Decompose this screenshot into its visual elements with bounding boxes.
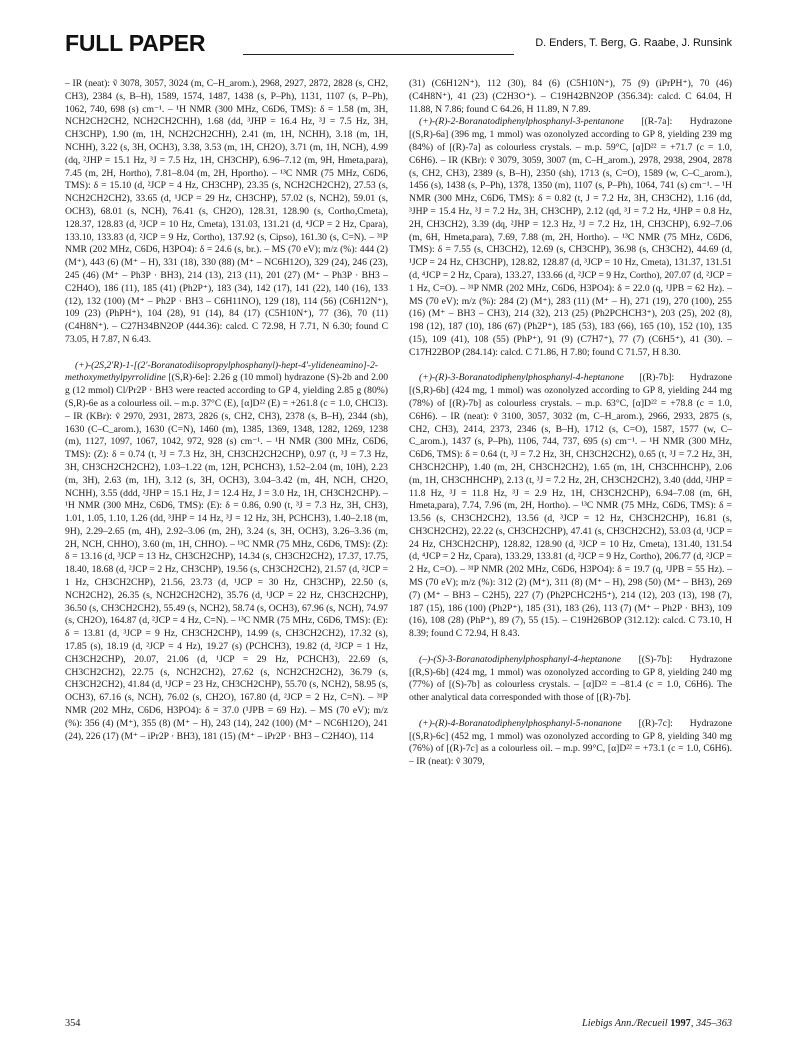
compound-label: [(S)-7b] xyxy=(638,653,670,665)
page-header xyxy=(65,22,732,62)
journal-citation xyxy=(582,1018,732,1029)
compound-heading: (+)-(R)-4-Boranatodiphenylphosphanyl-5-nonanone xyxy=(419,717,622,729)
paragraph-text: : Hydrazone [(S,R)-6b] (424 mg, 1 mmol) was ozonolyzed according to GP 8, yielding 244 mg (78%) of [(R)-7b] as colourless crystals. – m.p. 63°C, [α]D²² = +78.8 (c = 1.0, C6H6). – IR (neat): ṽ 3100, 3057, 3032 (m, C–H_arom.), 2966, 2933, 2875 (s, CH2, CH3), 2414, 2373, 2346 (s, B–H), 1712 (s, C=O), 1587, 1577 (w, C–C_arom.), 1437 (s, P–Ph), 1106, 744, 737, 695 (s) cm⁻¹. – ¹H NMR (300 MHz, C6D6, TMS): δ = 0.64 (t, ³J = 7.2 Hz, 3H, CH3CH2CH2), 0.65 (t, ³J = 7.2 Hz, 3H, CH3CH2CHP), 1.40 (m, 2H, CH3CH2CH2), 1.65 (m, 1H, CH3CHHCHP), 2.06 (m, 1H, CH3CHHCHP), 2.13 (t, ³J = 7.2 Hz, 2H, CH3CH2CH2), 3.40 (ddd, ²JHP = 11.8 Hz, ³J = 11.8 Hz, ³J = 2.9 Hz, 1H, CH3CH2CHP), 6.94–7.08 (m, 6H, Hmeta,para), 7.74, 7.96 (m, 2H, Hortho). – ¹³C NMR (75 MHz, C6D6, TMS): δ = 13.56 (s, CH3CH2CH2), 13.56 (d, ³JCP = 12 Hz, CH3CH2CHP), 16.81 (s, CH3CH2CH2), 22.22 (s, CH3CH2CHP), 47.41 (s, CH3CH2CH2), 53.03 (d, ¹JCP = 24 Hz, CH3CH2CHP), 128.82, 128.90 (d, ³JCP = 10 Hz, Cmeta), 131.40, 131.54 (d, ⁴JCP = 2 Hz, Cpara), 133.29, 133.81 (d, ²JCP = 9 Hz, Cortho), 206.77 (d, ²JCP = 2 Hz, C=O). – ³¹P NMR (202 MHz, C6D6, H3PO4): δ = 19.7 (q, ¹JPB = 55 Hz). – MS (70 eV); m/z (%): 312 (2) (M⁺), 311 (8) (M⁺ – H), 298 (50) (M⁺ – BH3), 269 (7) (M⁺ – BH3 – C2H5), 227 (7) (Ph2PCHC2H5⁺), 214 (12), 203 (13), 198 (7), 187 (15), 186 (100) (Ph2P⁺), 185 (31), 183 (26), 113 (7) (M⁺ – Ph2P · BH3), 109 (16), 108 (28) (PhP⁺), 89 (7), 55 (15). – C19H26BOP (312.12): calcd. C 73.10, H 8.39; found C 72.94, H 8.43. xyxy=(409,372,732,640)
compound-label: [(S,R)-6e] xyxy=(168,372,208,384)
compound-label: [(R-7a] xyxy=(641,116,670,128)
right-column xyxy=(409,78,732,769)
paragraph-text: : Hydrazone [(R,S)-6b] (424 mg, 1 mmol) was ozonolyzed according to GP 8, yielding 240 mg (77%) of [(S)-7b] as colourless crystals. – [α]D²² = –81.4 (c = 1.0, C6H6). The other analytical data corresponded with those of [(R)-7b]. xyxy=(409,653,732,704)
paragraph xyxy=(65,360,388,744)
compound-label: [(R)-7c] xyxy=(638,717,671,729)
paragraph-text: (31) (C6H12N⁺), 112 (30), 84 (6) (C5H10N⁺), 75 (9) (iPrPH⁺), 70 (46) (C4H8N⁺), 41 (23) (C2H3O⁺). – C19H42BN2OP (356.34): calcd. C 64.04, H 11.88, N 7.86; found C 64.26, H 11.89, N 7.89. xyxy=(409,78,732,115)
compound-heading: (–)-(S)-3-Boranatodiphenylphosphanyl-4-heptanone xyxy=(419,653,622,665)
paragraph xyxy=(409,718,732,769)
paragraph xyxy=(409,116,732,359)
compound-heading: (+)-(R)-3-Boranatodiphenylphosphanyl-4-heptanone xyxy=(419,372,624,384)
journal-year: 1997 xyxy=(670,1018,691,1029)
paragraph-text: : 2.26 g (10 mmol) hydrazone (S)-2b and 2.00 g (12 mmol) Cl/Pr2P · BH3 were reacted according to GP 4, yielding 2.85 g (80%) (S,R)-6e as a colourless oil. – m.p. 37°C (E), [α]D²² (E) = +261.8 (c = 1.0, CHCl3). – IR (KBr): ṽ 2970, 2931, 2873, 2826 (s, CH2, CH3), 2378 (s, B–H), 2344 (sh), 1630 (C–C_arom.), 1630 (C=N), 1460 (m), 1385, 1369, 1348, 1282, 1269, 1238 (m), 1127, 1097, 1067, 1042, 972, 928 (s) cm⁻¹. – ¹H NMR (300 MHz, C6D6, TMS): (Z): δ = 0.74 (t, ³J = 7.3 Hz, 3H, CH3CH2CH2CHP), 0.97 (t, ³J = 7.3 Hz, 3H, CH3CH2CH2CH2), 1.03–1.22 (m, 12H, PCHCH3), 1.52–2.04 (m, 10H), 2.23 (m, 3H), 2.63 (m, 1H), 3.12 (s, 3H, OCH3), 3.04–3.42 (m, 4H, NCH, CH2O, NCHH), 3.55 (ddd, ²JHP = 15.1 Hz, J = 12.4 Hz, J = 3.0 Hz, 1H, CH3CH2CHP). – ¹H NMR (300 MHz, C6D6, TMS): (E): δ = 0.86, 0.90 (t, ³J = 7.3 Hz, 3H, CH3), 1.01, 1.05, 1.10, 1.26 (dd, ³JHP = 14 Hz, ³J = 12 Hz, 3H, PCHCH3), 1.40–2.18 (m, 9H), 2.29–2.65 (m, 4H), 2.92–3.06 (m, 2H), 3.24 (s, 3H, OCH3), 3.26–3.36 (m, 2H, NCH, CHHO), 3.60 (m, 1H, CHHO). – ¹³C NMR (75 MHz, C6D6, TMS): (Z): δ = 13.16 (d, ³JCP = 13 Hz, CH3CH2CHP), 14.34 (s, CH3CH2CH2), 17.37, 17.75, 18.40, 18.68 (d, ²JCP = 2 Hz, CH3CHP), 19.56 (s, CH3CH2CH2), 21.57 (d, ²JCP = 1 Hz, CH3CH2CHP), 21.56, 23.73 (d, ¹JCP = 30 Hz, CH3CHP), 22.50 (s, NCH2CH2), 26.35 (s, NCH2CH2CH2), 35.76 (d, ¹JCP = 22 Hz, CH3CH2CHP), 36.50 (s, CH3CH2CH2), 55.49 (s, NCH2), 58.74 (s, OCH3), 67.96 (s, NCH), 74.97 (s, CH2O), 164.87 (d, ²JCP = 4 Hz, C=N). – ¹³C NMR (75 MHz, C6D6, TMS): (E): δ = 13.81 (d, ³JCP = 9 Hz, CH3CH2CHP), 14.99 (s, CH3CH2CH2), 17.32 (s), 17.85 (s), 18.19 (d, ²JCP = 4 Hz), 19.27 (s) (PCHCH3), 19.82 (d, ²JCP = 1 Hz, CH3CH2CHP), 20.07, 21.06 (d, ¹JCP = 29 Hz, PCHCH3), 22.69 (s, CH3CH2CH2), 22.75 (s, NCH2CH2), 27.62 (s, NCH2CH2CH2), 36.79 (s, CH3CH2CH2), 41.84 (d, ¹JCP = 23 Hz, CH3CH2CHP), 55.70 (s, NCH2), 58.95 (s, OCH3), 67.16 (s, NCH), 76.02 (s, CH2O), 167.80 (d, ²JCP = 2 Hz, C=N). – ³¹P NMR (202 MHz, C6D6, H3PO4): δ = 37.0 (¹JPB = 69 Hz). – MS (70 eV); m/z (%): 356 (4) (M⁺), 355 (8) (M⁺ – H), 243 (14), 242 (100) (M⁺ – NC6H12O), 241 (24), 226 (17) (M⁺ – iPr2P · BH3), 181 (15) (M⁺ – iPr2P · BH3 – C2H4O), 114 xyxy=(65,372,389,742)
compound-heading: (+)-(2S,2′R)-1-[(2′-Boranatodiisopropylphosphanyl)-hept-4′-ylideneamino]-2-methoxymethylpyrrolidine xyxy=(65,359,379,384)
journal-name: Liebigs Ann./Recueil xyxy=(582,1018,668,1029)
author-list: D. Enders, T. Berg, G. Raabe, J. Runsink xyxy=(535,37,732,49)
paragraph-text: – IR (neat): ṽ 3078, 3057, 3024 (m, C–H_arom.), 2968, 2927, 2872, 2828 (s, CH2, CH3), 2384 (s, B–H), 1589, 1574, 1487, 1438 (s, P–Ph), 1131, 1107 (s, P–Ph), 1062, 740, 698 (s) cm⁻¹. – ¹H NMR (300 MHz, C6D6, TMS): δ = 1.58 (m, 3H, NCH2CH2CH2, NCH2CH2CHH), 1.68 (dd, ³JHP = 16.4 Hz, ³J = 7.5 Hz, 3H, CH3CHP), 1.90 (m, 1H, NCH2CH2CHH), 2.41 (m, 1H, NCHH), 3.18 (m, 1H, NCHH), 3.22 (s, 3H, OCH3), 3.38, 3.53 (m, 1H, CH2O), 3.71 (m, 1H, NCH), 4.99 (dq, ²JHP = 15.1 Hz, ³J = 7.5 Hz, 1H, CH3CHP), 6.96–7.12 (m, 9H, Hmeta,para), 7.45 (m, 2H, Hortho), 7.81–8.04 (m, 2H, Hportho). – ¹³C NMR (75 MHz, C6D6, TMS): δ = 15.10 (d, ²JCP = 4 Hz, CH3CHP), 23.35 (s, NCH2CH2CH2), 27.53 (s, NCH2CH2CH2), 33.65 (d, ¹JCP = 29 Hz, CH3CHP), 57.02 (s, NCH2), 59.01 (s, OCH3), 68.01 (s, NCH), 76.41 (s, CH2O), 128.31, 128.90 (s, Cortho,Cmeta), 128.37, 128.83 (d, ³JCP = 10 Hz, Cmeta), 131.03, 131.21 (d, ⁴JCP = 2 Hz, Cpara), 133.10, 133.83 (d, ²JCP = 9 Hz, Cortho), 137.92 (s, Cipso), 161.30 (s, C=N). – ³¹P NMR (202 MHz, C6D6, H3PO4): δ = 24.6 (s, br.). – MS (70 eV); m/z (%): 444 (2) (M⁺), 443 (6) (M⁺ – H), 331 (18), 330 (88) (M⁺ – NC6H12O), 329 (24), 246 (23), 245 (46) (M⁺ – Ph3P · BH3), 214 (13), 213 (11), 201 (27) (M⁺ – Ph3P · BH3 – C2H4O), 186 (11), 185 (41) (Ph2P⁺), 183 (34), 142 (17), 141 (22), 140 (16), 133 (12), 132 (100) (M⁺ – Ph2P · BH3 – C6H11NO), 129 (18), 114 (56) (C6H12N⁺), 109 (23) (PhPH⁺), 104 (28), 91 (14), 84 (17) (C5H10N⁺), 77 (36), 70 (11) (C4H8N⁺). – C27H34BN2OP (444.36): calcd. C 72.98, H 7.71, N 6.30; found C 73.05, H 7.87, N 6.43. xyxy=(65,78,388,345)
compound-label: [(R)-7b] xyxy=(639,372,672,384)
paragraph-text: : Hydrazone [(S,R)-6c] (452 mg, 1 mmol) was ozonolyzed according to GP 8, yielding 340 mg (76%) of [(R)-7c] as a colourless oil. – m.p. 99°C, [α]D²² = +73.1 (c = 1.0, C6H6). – IR (neat): ṽ 3079, xyxy=(409,717,732,768)
section-title: FULL PAPER xyxy=(65,30,206,56)
paragraph xyxy=(65,78,388,347)
paragraph xyxy=(409,78,732,116)
paragraph xyxy=(409,372,732,641)
paragraph xyxy=(409,654,732,705)
left-column xyxy=(65,78,388,743)
page-number: 354 xyxy=(65,1018,81,1029)
compound-heading: (+)-(R)-2-Boranatodiphenylphosphanyl-3-pentanone xyxy=(419,116,624,128)
journal-pages: , 345–363 xyxy=(690,1018,732,1029)
header-rule xyxy=(243,54,514,55)
paragraph-text: : Hydrazone [(S,R)-6a] (396 mg, 1 mmol) was ozonolyzed according to GP 8, yielding 239 mg (84%) of [(R)-7a] as colourless crystals. – m.p. 59°C, [α]D²² = +71.7 (c = 1.0, C6H6). – IR (KBr): ṽ 3079, 3059, 3007 (m, C–H_arom.), 2978, 2938, 2904, 2878 (s, CH2, CH3), 2389 (s, B–H), 2350 (sh), 1713 (s, C=O), 1589 (w, C–C_arom.), 1456 (s), 1438 (s, P–Ph), 1378, 1350 (m), 1107 (s, P–Ph), 1064, 741 (s) cm⁻¹. – ¹H NMR (300 MHz, C6D6, TMS): δ = 0.82 (t, J = 7.2 Hz, 3H, CH3CH2), 1.16 (dd, ³JHP = 15.4 Hz, ³J = 7.2 Hz, 3H, CH3CHP), 2.12 (qd, ³J = 7.2 Hz, ⁴JHP = 0.8 Hz, 2H, CH3CH2), 3.39 (dq, ²JHP = 12.3 Hz, ³J = 7.2 Hz, 1H, CH3CHP), 6.92–7.06 (m, 6H, Hmeta,para), 7.69, 7.88 (m, 2H, Hortho). – ¹³C NMR (75 MHz, C6D6, TMS): δ = 7.55 (s, CH3CH2), 12.69 (s, CH3CHP), 36.98 (s, CH3CH2), 44.69 (d, ¹JCP = 24 Hz, CH3CHP), 128.82, 128.87 (d, ³JCP = 10 Hz, Cmeta), 131.37, 131.51 (d, ⁴JCP = 2 Hz, Cpara), 133.27, 133.66 (d, ²JCP = 9 Hz, Cortho), 207.07 (d, ²JCP = 1 Hz, C=O). – ³¹P NMR (202 MHz, C6D6, H3PO4): δ = 22.0 (q, ¹JPB = 62 Hz). – MS (70 eV); m/z (%): 284 (2) (M⁺), 283 (11) (M⁺ – H), 271 (19), 270 (100), 255 (16) (M⁺ – BH3 – CH3), 214 (32), 213 (25) (Ph2PCHCH3⁺), 203 (25), 202 (8), 198 (12), 187 (10), 186 (67) (Ph2P⁺), 185 (53), 183 (66), 165 (10), 152 (10), 135 (15), 109 (41), 108 (55) (PhP⁺), 91 (9) (C7H7⁺), 77 (7) (C6H5⁺), 41 (30). – C17H22BOP (284.14): calcd. C 71.86, H 7.80; found C 71.57, H 8.30. xyxy=(409,116,732,358)
